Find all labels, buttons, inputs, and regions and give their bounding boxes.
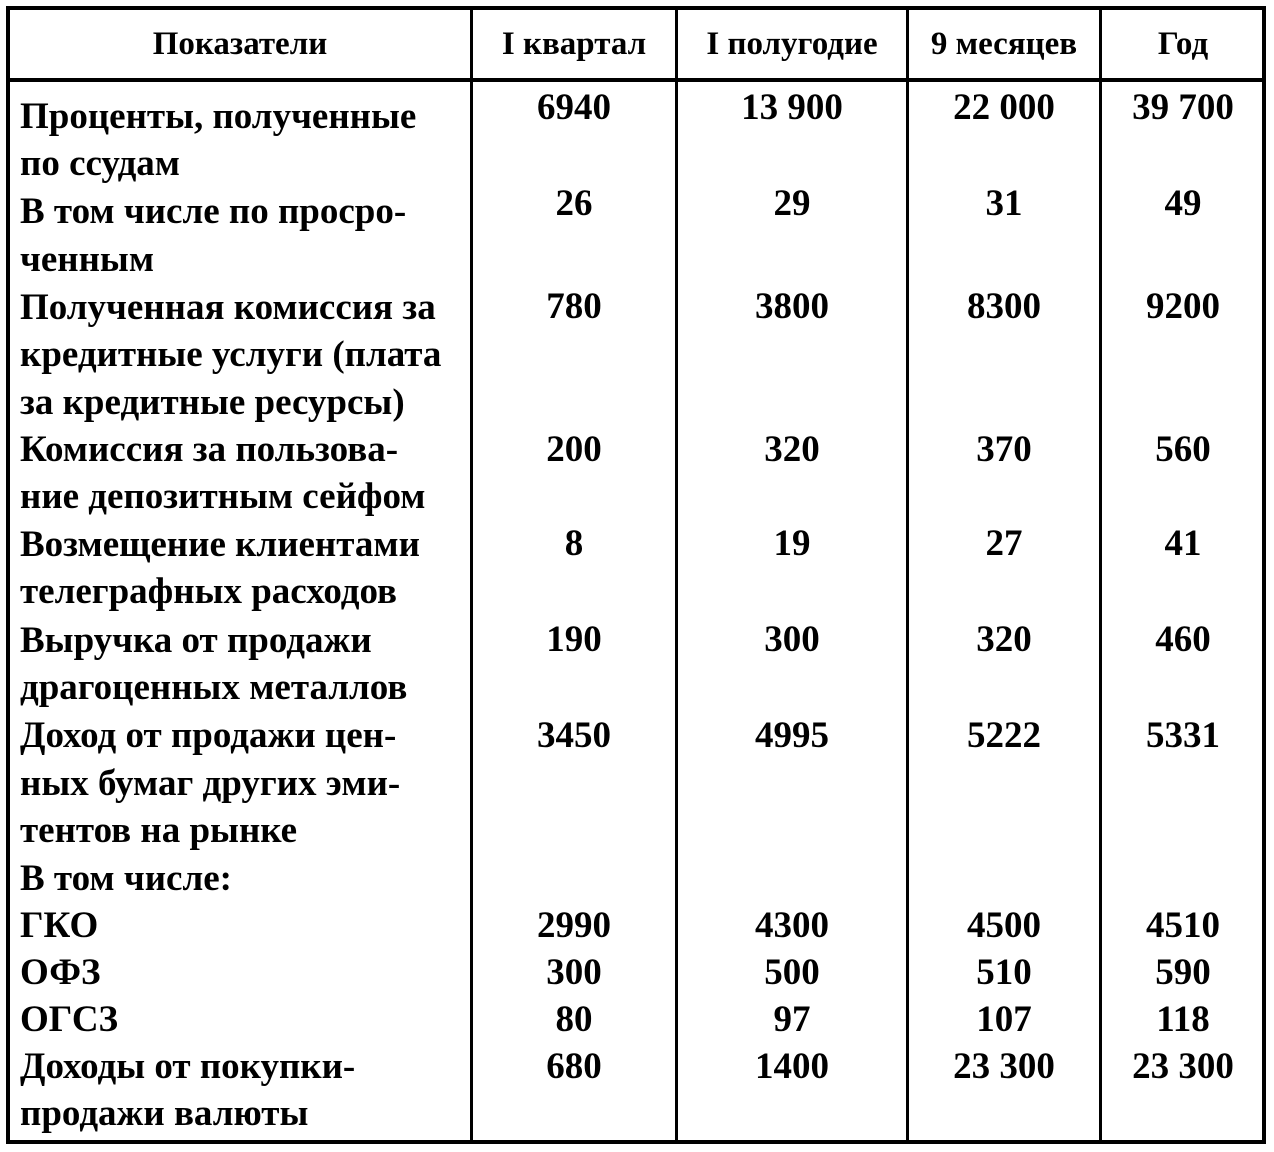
row-label-line: Возмещение клиентами (20, 524, 420, 565)
header-half-year: I полугодие (706, 25, 878, 62)
row-label-line: драгоценных металлов (20, 667, 408, 708)
cell-q1: 680 (546, 1046, 602, 1087)
cell-half-year: 3800 (755, 286, 829, 327)
row-label-line: Выручка от продажи (20, 620, 372, 661)
cell-q1: 8 (564, 523, 584, 564)
cell-q1: 2990 (537, 905, 611, 946)
cell-nine-months: 22 000 (953, 87, 1055, 128)
cell-q1: 200 (546, 429, 602, 470)
cell-year: 39 700 (1132, 87, 1234, 128)
cell-nine-months: 23 300 (953, 1046, 1055, 1087)
cell-q1: 780 (546, 286, 602, 327)
cell-year: 23 300 (1132, 1046, 1234, 1087)
row-label-line: В том числе по просро- (20, 191, 407, 232)
cell-nine-months: 510 (976, 952, 1032, 993)
row-label-line: ние депозитным сейфом (20, 476, 426, 517)
row-label-line: Полученная комиссия за (20, 287, 436, 328)
row-label-line: за кредитные ресурсы) (20, 382, 405, 423)
cell-q1: 80 (555, 999, 593, 1040)
cell-year: 560 (1155, 429, 1211, 470)
cell-nine-months: 31 (985, 183, 1023, 224)
header-q1: I квартал (501, 25, 647, 62)
cell-q1: 3450 (537, 715, 611, 756)
cell-half-year: 4995 (755, 715, 829, 756)
cell-year: 118 (1156, 999, 1210, 1040)
cell-year: 590 (1155, 952, 1211, 993)
cell-nine-months: 107 (976, 999, 1032, 1040)
row-label-line: ных бумаг других эми- (20, 763, 401, 804)
cell-q1: 26 (555, 183, 593, 224)
header-year: Год (1157, 25, 1209, 62)
cell-half-year: 4300 (755, 905, 829, 946)
cell-half-year: 300 (764, 619, 820, 660)
row-label-line: ОГСЗ (20, 999, 119, 1040)
row-label-line: телеграфных расходов (20, 571, 398, 612)
cell-nine-months: 5222 (967, 715, 1041, 756)
row-label-line: Доходы от покупки- (20, 1046, 356, 1087)
row-label-line: продажи валюты (20, 1093, 309, 1134)
row-label-line: Проценты, полученные (20, 96, 417, 137)
row-label-line: ГКО (20, 905, 99, 946)
cell-year: 41 (1164, 523, 1202, 564)
header-indicators: Показатели (152, 25, 328, 62)
cell-half-year: 320 (764, 429, 820, 470)
table-header (10, 10, 1262, 82)
income-table (6, 6, 1266, 1144)
row-label-line: ОФЗ (20, 952, 101, 993)
row-label-line: кредитные услуги (плата (20, 334, 442, 375)
cell-year: 4510 (1146, 905, 1220, 946)
row-label-line: Комиссия за пользова- (20, 429, 399, 470)
cell-nine-months: 4500 (967, 905, 1041, 946)
row-label-line: В том числе: (20, 858, 232, 899)
cell-half-year: 13 900 (741, 87, 843, 128)
cell-nine-months: 370 (976, 429, 1032, 470)
cell-half-year: 500 (764, 952, 820, 993)
cell-half-year: 19 (773, 523, 811, 564)
cell-half-year: 29 (773, 183, 811, 224)
row-label-line: по ссудам (20, 143, 181, 184)
cell-half-year: 1400 (755, 1046, 829, 1087)
cell-year: 460 (1155, 619, 1211, 660)
row-label-line: Доход от продажи цен- (20, 715, 397, 756)
cell-q1: 190 (546, 619, 602, 660)
cell-nine-months: 8300 (967, 286, 1041, 327)
cell-nine-months: 320 (976, 619, 1032, 660)
cell-year: 5331 (1146, 715, 1220, 756)
cell-year: 9200 (1146, 286, 1220, 327)
cell-nine-months: 27 (985, 523, 1023, 564)
header-nine-months: 9 месяцев (930, 25, 1078, 62)
cell-half-year: 97 (773, 999, 811, 1040)
row-label-line: тентов на рынке (20, 810, 298, 851)
row-label-line: ченным (20, 239, 155, 280)
cell-year: 49 (1164, 183, 1202, 224)
cell-q1: 6940 (537, 87, 611, 128)
cell-q1: 300 (546, 952, 602, 993)
